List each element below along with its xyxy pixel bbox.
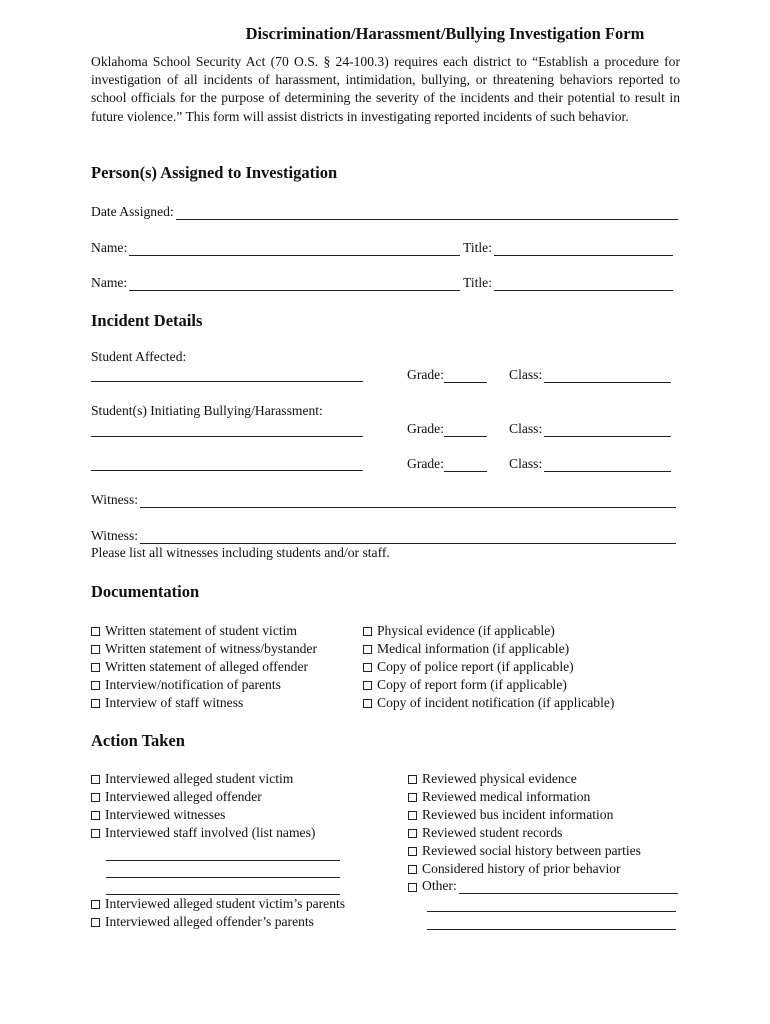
other-label: Other:: [422, 878, 457, 893]
grade-field-3[interactable]: [407, 456, 487, 472]
witness-note: Please list all witnesses including students and/or staff.: [91, 545, 390, 560]
documentation-right-list: [363, 622, 614, 712]
doc-checkbox-item[interactable]: Written statement of witness/bystander: [91, 640, 317, 658]
class-label-2: Class:: [509, 421, 543, 436]
checkbox[interactable]: [408, 775, 417, 784]
witness-field-2[interactable]: [91, 528, 676, 544]
action-heading: Action Taken: [91, 731, 185, 750]
grade-blank-3[interactable]: [444, 459, 487, 472]
doc-checkbox-item[interactable]: Copy of incident notification (if applicable): [363, 694, 614, 712]
checkbox[interactable]: [363, 645, 372, 654]
students-initiating-label: Student(s) Initiating Bullying/Harassment:: [91, 403, 323, 418]
grade-field-1[interactable]: [407, 367, 487, 383]
initiator-blank-1[interactable]: [91, 436, 363, 437]
grade-field-2[interactable]: [407, 421, 487, 437]
action-checkbox-item[interactable]: Interviewed alleged student victim: [91, 770, 315, 788]
checkbox[interactable]: [91, 811, 100, 820]
documentation-left-list: [91, 622, 317, 712]
staff-name-blank-2[interactable]: [106, 877, 340, 878]
checkbox[interactable]: [91, 663, 100, 672]
student-affected-blank[interactable]: [91, 381, 363, 382]
name-label-1: Name:: [91, 240, 128, 255]
action-checkbox-item[interactable]: Interviewed staff involved (list names): [91, 824, 315, 842]
initiator-blank-2[interactable]: [91, 470, 363, 471]
action-checkbox-item[interactable]: Reviewed medical information: [408, 788, 641, 806]
checkbox[interactable]: [91, 775, 100, 784]
date-assigned-field[interactable]: [91, 204, 678, 220]
checkbox[interactable]: [363, 627, 372, 636]
checkbox[interactable]: [91, 793, 100, 802]
checkbox[interactable]: [363, 681, 372, 690]
class-label-3: Class:: [509, 456, 543, 471]
name-label-2: Name:: [91, 275, 128, 290]
checkbox[interactable]: [91, 829, 100, 838]
other-blank[interactable]: [459, 881, 678, 894]
witness-label-2: Witness:: [91, 528, 139, 543]
doc-checkbox-item[interactable]: Written statement of alleged offender: [91, 658, 317, 676]
date-assigned-blank[interactable]: [176, 207, 678, 220]
student-affected-label: Student Affected:: [91, 349, 187, 364]
class-field-3[interactable]: [509, 456, 671, 472]
documentation-heading: Documentation: [91, 582, 200, 601]
checkbox[interactable]: [91, 918, 100, 927]
name-blank-1[interactable]: [129, 243, 460, 256]
witness-field-1[interactable]: [91, 492, 676, 508]
class-label-1: Class:: [509, 367, 543, 382]
doc-checkbox-item[interactable]: Written statement of student victim: [91, 622, 317, 640]
checkbox[interactable]: [408, 811, 417, 820]
action-checkbox-item[interactable]: Reviewed bus incident information: [408, 806, 641, 824]
doc-checkbox-item[interactable]: Interview of staff witness: [91, 694, 317, 712]
doc-checkbox-item[interactable]: Copy of report form (if applicable): [363, 676, 614, 694]
action-checkbox-item[interactable]: Reviewed social history between parties: [408, 842, 641, 860]
action-left-bottom-list: [91, 895, 345, 931]
doc-checkbox-item[interactable]: Interview/notification of parents: [91, 676, 317, 694]
action-checkbox-item[interactable]: Interviewed witnesses: [91, 806, 315, 824]
title-field-2[interactable]: [463, 275, 673, 291]
form-title: Discrimination/Harassment/Bullying Investigation Form: [245, 24, 645, 43]
witness-label-1: Witness:: [91, 492, 139, 507]
class-field-2[interactable]: [509, 421, 671, 437]
checkbox[interactable]: [91, 699, 100, 708]
class-blank-3[interactable]: [544, 459, 671, 472]
name-field-1[interactable]: [91, 240, 460, 256]
checkbox[interactable]: [408, 847, 417, 856]
grade-label-2: Grade:: [407, 421, 444, 436]
grade-blank-1[interactable]: [444, 370, 487, 383]
witness-blank-2[interactable]: [140, 531, 676, 544]
checkbox[interactable]: [91, 681, 100, 690]
name-field-2[interactable]: [91, 275, 460, 291]
checkbox[interactable]: [408, 829, 417, 838]
witness-blank-1[interactable]: [140, 495, 676, 508]
other-blank-3[interactable]: [427, 929, 676, 930]
grade-label-3: Grade:: [407, 456, 444, 471]
grade-blank-2[interactable]: [444, 424, 487, 437]
doc-checkbox-item[interactable]: Medical information (if applicable): [363, 640, 614, 658]
name-blank-2[interactable]: [129, 278, 460, 291]
action-checkbox-item[interactable]: Interviewed alleged offender: [91, 788, 315, 806]
checkbox[interactable]: [91, 645, 100, 654]
title-label-2: Title:: [463, 275, 492, 290]
assigned-heading: Person(s) Assigned to Investigation: [91, 163, 338, 182]
title-field-1[interactable]: [463, 240, 673, 256]
other-field[interactable]: [408, 878, 678, 894]
incident-heading: Incident Details: [91, 311, 203, 330]
checkbox[interactable]: [91, 900, 100, 909]
title-blank-2[interactable]: [494, 278, 673, 291]
date-assigned-label: Date Assigned:: [91, 204, 174, 219]
grade-label-1: Grade:: [407, 367, 444, 382]
checkbox[interactable]: [363, 699, 372, 708]
intro-paragraph: Oklahoma School Security Act (70 O.S. § 24-100.3) requires each district to “Establish a procedure for investigation of all incidents of harassment, intimidation, bullying, or threatening behaviors reported to school officials for the purpose of determining the severity of the incidents and their potential to result in future violence.” This form will assist districts in investigating reported incidents of such behavior.: [91, 54, 680, 124]
title-label-1: Title:: [463, 240, 492, 255]
staff-name-blank-1[interactable]: [106, 860, 340, 861]
checkbox[interactable]: [408, 883, 417, 892]
action-right-list: [408, 770, 641, 878]
action-checkbox-item[interactable]: Reviewed student records: [408, 824, 641, 842]
action-checkbox-item[interactable]: Reviewed physical evidence: [408, 770, 641, 788]
checkbox[interactable]: [91, 627, 100, 636]
doc-checkbox-item[interactable]: Copy of police report (if applicable): [363, 658, 614, 676]
checkbox[interactable]: [363, 663, 372, 672]
other-blank-2[interactable]: [427, 911, 676, 912]
checkbox[interactable]: [408, 793, 417, 802]
checkbox[interactable]: [408, 865, 417, 874]
title-blank-1[interactable]: [494, 243, 673, 256]
action-checkbox-item[interactable]: Interviewed alleged student victim’s parents: [91, 895, 345, 913]
action-checkbox-item[interactable]: Considered history of prior behavior: [408, 860, 641, 878]
action-checkbox-item[interactable]: Interviewed alleged offender’s parents: [91, 913, 345, 931]
class-blank-2[interactable]: [544, 424, 671, 437]
doc-checkbox-item[interactable]: Physical evidence (if applicable): [363, 622, 614, 640]
class-field-1[interactable]: [509, 367, 671, 383]
action-left-list: [91, 770, 315, 842]
class-blank-1[interactable]: [544, 370, 671, 383]
